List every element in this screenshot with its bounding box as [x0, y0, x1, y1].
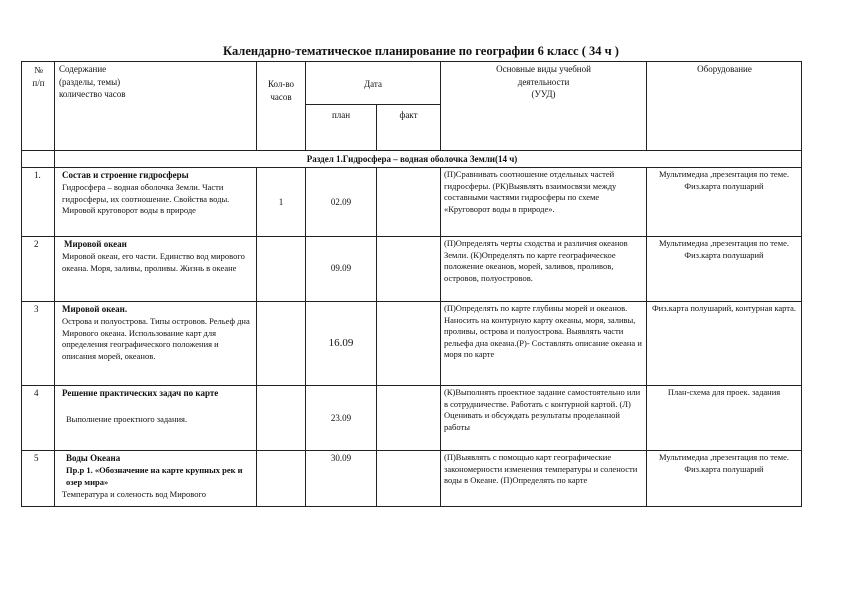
col-divider [440, 62, 441, 150]
row-divider [22, 450, 802, 451]
row-divider [22, 301, 802, 302]
row-activities: (П)Определять по карте глубины морей и океанов. Наносить на контурную карту океаны, моря, заливы, проливы, острова и полуострова. Выявлять части рельефа дна океана.(Р)- Составлять описание океана и моря по карте [444, 303, 642, 359]
col-divider [54, 62, 55, 507]
planning-table [21, 61, 802, 507]
row-topic: Состав и строение гидросферы [62, 170, 189, 180]
row-hours: 1 [278, 197, 284, 207]
row-divider [22, 167, 802, 168]
row-plan-date: 30.09 [330, 453, 352, 463]
row-divider [22, 385, 802, 386]
row-topic: Решение практических задач по карте [62, 388, 219, 398]
row-content: Гидросфера – водная оболочка Земли. Части гидросферы, их соотношение. Свойства воды. Мировой круговорот воды в природе [62, 182, 230, 215]
header-number: № п/п [32, 65, 45, 88]
row-plan-date: 23.09 [330, 413, 352, 423]
row-practical-work: Пр.р 1. «Обозначение на карте крупных рек и озер мира» [66, 465, 243, 487]
row-plan-date: 02.09 [330, 197, 352, 207]
row-topic: Воды Океана [66, 453, 121, 463]
col-divider [646, 167, 647, 507]
row-number: 2 [34, 239, 39, 249]
header-plan: план [331, 110, 351, 120]
row-equipment: Физ.карта полушарий, контурная карта. [651, 303, 797, 313]
row-number: 1. [34, 170, 41, 180]
row-activities: (П)Определять черты сходства и различия океанов Земли. (К)Определять по карте географическое положение океанов, морей, заливов, проливов, островов, полуостровов. [444, 238, 628, 283]
col-divider [376, 167, 377, 507]
section-title: Раздел 1.Гидросфера – водная оболочка Земли(14 ч) [306, 154, 518, 164]
header-activities: Основные виды учебной деятельности (УУД) [496, 64, 591, 99]
row-content: Температура и соленость вод Мирового [62, 489, 206, 499]
row-equipment: Мультимедиа ,презентация по теме. Физ.карта полушарий [659, 452, 789, 474]
header-hours: Кол-во часов [267, 79, 295, 102]
header-content: Содержание (разделы, темы) количество часов [59, 64, 126, 99]
row-content: Мировой океан, его части. Единство вод мирового океана. Моря, заливы, проливы. Жизнь в океане [62, 251, 245, 273]
document-title: Календарно-тематическое планирование по географии 6 класс ( 34 ч ) [223, 44, 619, 58]
col-divider [305, 62, 306, 150]
row-content: Острова и полуострова. Типы островов. Рельеф дна Мирового океана. Использование карт для определения географического положения и описания морей, океанов. [62, 316, 250, 361]
row-content: Выполнение проектного задания. [66, 414, 188, 424]
col-divider [256, 167, 257, 507]
row-plan-date: 16.09 [328, 337, 354, 349]
row-topic: Мировой океан. [62, 304, 128, 314]
row-activities: (К)Выполнять проектное задание самостоятельно или в сотрудничестве. Работать с контурной картой. (Л) Оценивать и обсуждать результаты проделанной работы [444, 387, 641, 432]
header-fact: факт [399, 110, 418, 120]
row-equipment: План-схема для проек. задания [667, 387, 781, 397]
row-equipment: Мультимедиа ,презентация по теме. Физ.карта полушарий [659, 169, 789, 191]
row-number: 3 [34, 304, 39, 314]
row-activities: (П)Выявлять с помощью карт географические закономерности изменения температуры и солености воды в Океане. (П)Определять по карте [444, 452, 638, 485]
col-divider [440, 167, 441, 507]
row-number: 4 [34, 388, 39, 398]
header-equipment: Оборудование [697, 64, 752, 74]
col-divider [646, 62, 647, 150]
header-date: Дата [364, 79, 382, 89]
row-number: 5 [34, 453, 39, 463]
row-divider [22, 236, 802, 237]
row-activities: (П)Сравнивать соотношение отдельных частей гидросферы. (РК)Выявлять взаимосвязи между составными частями гидросферы по схеме «Круговорот воды в природе». [444, 169, 617, 214]
row-equipment: Мультимедиа ,презентация по теме. Физ.карта полушарий [659, 238, 789, 260]
row-topic: Мировой океан [64, 239, 127, 249]
row-plan-date: 09.09 [330, 263, 352, 273]
col-divider [256, 62, 257, 150]
row-divider [305, 104, 440, 105]
row-divider [22, 150, 802, 151]
